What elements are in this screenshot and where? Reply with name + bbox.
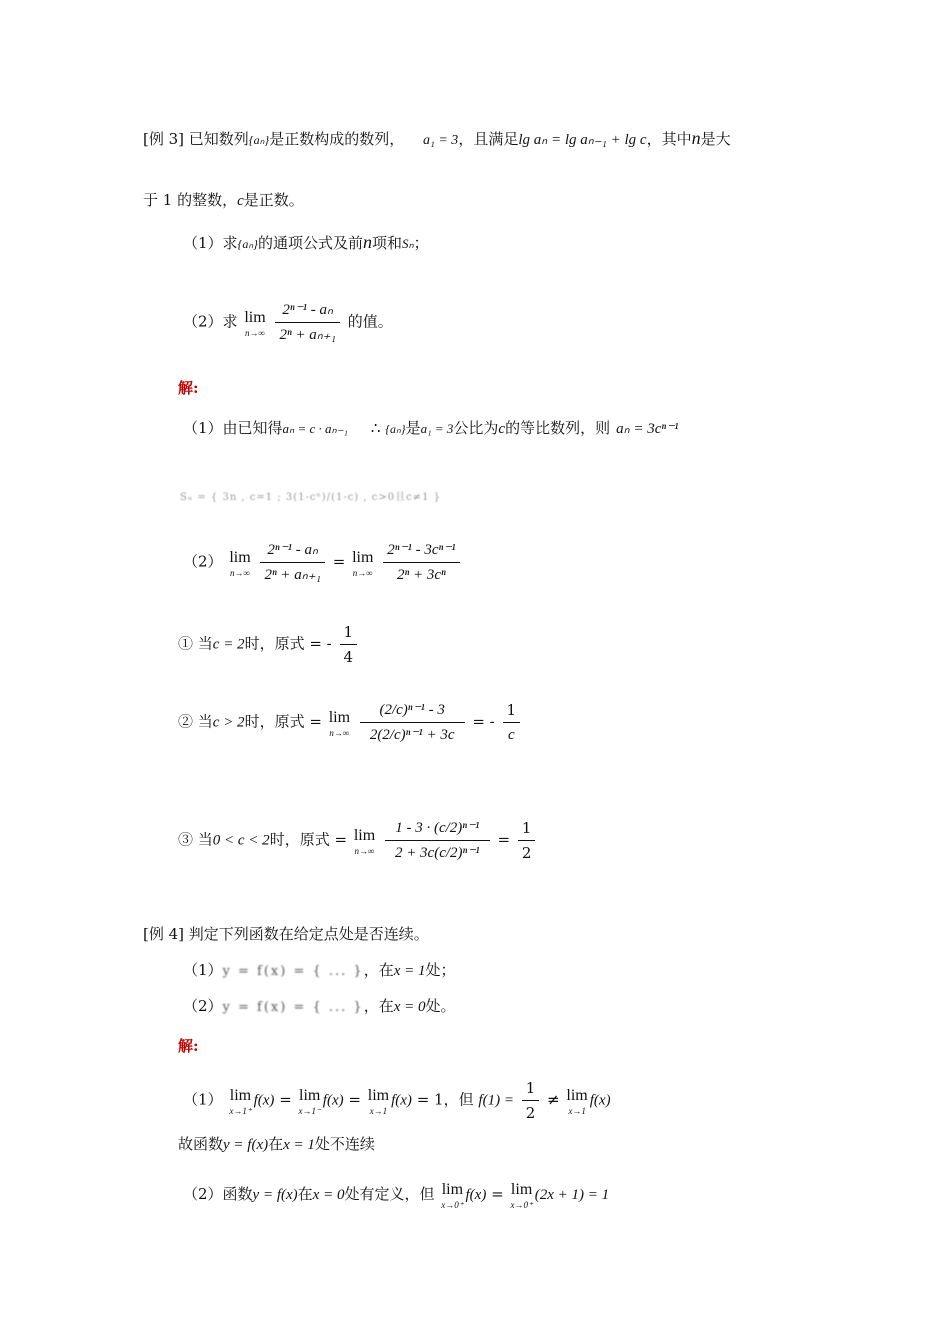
text: （2）函数 [183,1185,253,1203]
limit-operator: lim n→∞ [328,708,351,738]
text: 时，原式 = [244,712,322,731]
point: x = 0 [312,1187,345,1203]
text: 是正数。 [243,191,304,209]
limit-operator: lim x→0⁺ [441,1181,464,1210]
fraction: $\frac{\text{1 - 3 · (c/2)ⁿ⁻¹}}{\text{2 + 3c(c/2)ⁿ⁻¹}}$ [385,818,490,863]
text: ② 当 [178,712,213,731]
text: ① 当 [178,634,213,653]
text: （1） [183,961,223,979]
limit-operator: lim n→∞ [353,826,376,856]
text: 于 1 的整数， [143,191,238,209]
text: （1）求 [183,234,238,252]
sn-symbol: Sₙ [401,236,414,251]
point: x = 1 [393,963,426,979]
yfx: y = f(x) [223,1137,269,1153]
fraction: $\frac{1}{2}$ [518,818,536,863]
fraction: $\frac{\text{2ⁿ⁻¹ - aₙ}}{\text{2ⁿ + aₙ₊₁}}$ [275,300,339,345]
function-blurred: y = f(x) = { ... } [222,1000,364,1015]
fx: f(x) [465,1187,487,1203]
therefore-symbol: ∴ [370,419,381,437]
fraction: $\frac{\text{2ⁿ⁻¹ - 3cⁿ⁻¹}}{\text{2ⁿ + 3cⁿ}}$ [383,540,459,585]
case1 [178,622,360,667]
c-symbol: c [498,421,506,437]
text: （2） [183,552,223,571]
text: （2）求 [183,312,238,331]
fx: f(x) [253,1092,275,1109]
equals: = [332,552,346,571]
text: 时，原式 = [269,830,348,849]
fraction: $\frac{\text{(2/c)ⁿ⁻¹ - 3}}{\text{2(2/c)ⁿ⁻¹ + 3c}}$ [360,700,465,745]
text: （2） [183,997,223,1015]
solution3-label: 解: [178,379,199,397]
n-symbol: n [691,128,701,148]
text: 故函数 [178,1135,224,1153]
equals: = [279,1090,292,1109]
example3-line1 [143,128,731,151]
limit-operator: lim x→1⁺ [229,1086,252,1116]
recurrence: aₙ = c · aₙ₋₁ [282,421,349,436]
fx: f(x) [589,1092,611,1109]
text: ③ 当 [178,830,213,849]
equals: = [348,1090,361,1109]
text: ，在 [363,997,394,1015]
text: ，且满足 [458,130,519,148]
text: 在 [297,1185,313,1203]
text: 的等比数列，则 [505,419,611,437]
fx: f(x) [391,1092,412,1109]
text: 时，原式 = - [244,634,332,653]
solution4-step1 [183,1078,611,1123]
text: ，但 [443,1090,474,1109]
solution4-label: 解: [178,1037,199,1055]
text: 在 [268,1135,284,1153]
equals-one: = 1 [416,1090,444,1109]
general-term: aₙ = 3cⁿ⁻¹ [616,421,679,437]
equals: = [491,1185,504,1203]
text: ，其中 [646,130,692,148]
limit-operator: lim n→∞ [229,548,251,578]
a1-equation: a₁ = 3 [420,421,454,436]
limit-operator: lim n→∞ [244,308,266,338]
text: ； [413,234,429,252]
fraction: $\frac{\text{2ⁿ⁻¹ - aₙ}}{\text{2ⁿ + aₙ₊₁}}$ [260,540,324,585]
example3-heading: [例 3] 已知数列 [143,130,249,148]
question1 [183,232,429,254]
fraction: $\frac{1}{2}$ [522,1078,540,1123]
solution3-step2 [183,540,463,585]
example3-line2 [143,190,304,211]
solution3-step1 [183,418,679,439]
example4-q1 [183,960,456,982]
text: 的通项公式及前 [257,234,363,252]
text: ，在 [363,961,394,979]
text: 处有定义，但 [344,1185,435,1203]
solution4-step2 [183,1180,609,1210]
limit-operator: lim x→0⁺ [510,1181,533,1210]
limit-operator: lim x→1⁻ [298,1086,321,1116]
sequence-symbol: {aₙ} [385,422,406,436]
limit-operator: lim n→∞ [352,548,374,578]
limit-operator: lim x→1 [566,1086,588,1116]
function-blurred: y = f(x) = { ... } [222,964,364,979]
text: 项和 [371,234,402,252]
c-symbol: c [237,193,244,209]
example4-heading: [例 4] 判定下列函数在给定点处是否连续。 [143,925,429,943]
fraction: $\frac{1}{4}$ [340,622,358,667]
a1-equation: a₁ = 3 [422,133,459,148]
text: 是 [405,419,421,437]
equals: = [497,830,511,849]
point: x = 0 [393,999,426,1015]
text: 处。 [425,997,456,1015]
example4-q2 [183,996,456,1018]
solution4-conclusion [178,1134,375,1155]
text: （1） [183,1090,223,1109]
f1: f(1) = [478,1092,514,1109]
n-symbol: n [362,232,372,252]
sn-formula-blurred: Sₙ = { 3n , c=1 ; 3(1-cⁿ)/(1-c) , c>0且c≠1 } [180,492,441,503]
text: 是正数构成的数列， [269,130,405,148]
fraction: $\frac{1}{c}$ [503,700,521,745]
yfx: y = f(x) [252,1187,298,1203]
text: 公比为 [453,419,499,437]
text: 处不连续 [314,1135,375,1153]
text: 处； [425,961,456,979]
text: 的值。 [347,312,393,331]
equals: = - [472,712,495,731]
point: x = 1 [283,1137,315,1153]
condition: c = 2 [212,636,245,653]
question2 [183,300,393,345]
condition: c > 2 [212,714,245,731]
text: （1）由已知得 [183,419,283,437]
fx: f(x) [322,1092,344,1109]
sequence-symbol: {aₙ} [248,133,270,147]
case3 [178,818,538,863]
not-equal: ≠ [547,1090,560,1109]
limit-operator: lim x→1 [367,1086,390,1116]
case2 [178,700,523,745]
rhs: (2x + 1) = 1 [534,1187,610,1203]
condition: 0 < c < 2 [212,832,270,849]
sequence-symbol: {aₙ} [237,237,258,251]
text: 是大 [700,130,731,148]
lg-relation: lg aₙ = lg aₙ₋₁ + lg c [518,132,647,148]
